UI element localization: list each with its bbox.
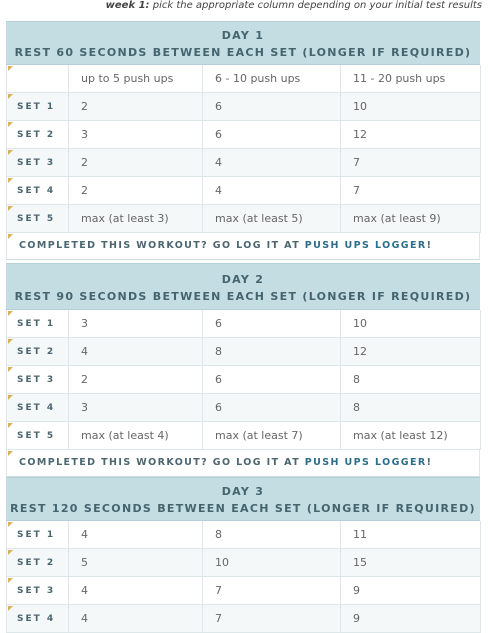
day-header	[6, 477, 480, 521]
set-row	[7, 605, 481, 633]
corner-cell	[7, 65, 69, 93]
corner-mark-icon	[8, 94, 13, 99]
set-label: SET 5	[17, 213, 56, 224]
set-label: SET 3	[17, 374, 56, 385]
column-header: up to 5 push ups	[69, 65, 203, 93]
rep-count-cell: 4	[69, 521, 203, 549]
push-ups-logger-link[interactable]: PUSH UPS LOGGER	[304, 240, 427, 251]
rep-count-cell: 6	[203, 121, 341, 149]
sets-table	[6, 521, 481, 633]
set-label-cell	[7, 310, 69, 338]
rep-count-cell: 6	[203, 93, 341, 121]
day-header	[6, 263, 480, 310]
set-label-cell	[7, 93, 69, 121]
rep-count-cell: 8	[341, 366, 481, 394]
set-label: SET 4	[17, 185, 56, 196]
rep-count-cell: 8	[203, 338, 341, 366]
set-label-cell	[7, 422, 69, 450]
week-label: week 1:	[105, 0, 150, 11]
rep-count-cell: 4	[69, 577, 203, 605]
week-instructions: pick the appropriate column depending on your initial test results	[149, 0, 482, 11]
set-label: SET 4	[17, 613, 56, 624]
set-label-cell	[7, 521, 69, 549]
set-row	[7, 577, 481, 605]
set-label-cell	[7, 338, 69, 366]
set-row	[7, 549, 481, 577]
rep-count-cell: 11	[341, 521, 481, 549]
rep-count-cell: 6	[203, 310, 341, 338]
rep-count-cell: 3	[69, 310, 203, 338]
rep-count-cell: 8	[341, 394, 481, 422]
corner-mark-icon	[8, 550, 13, 555]
set-label-cell	[7, 205, 69, 233]
rep-count-cell: 4	[203, 177, 341, 205]
rep-count-cell: 10	[341, 310, 481, 338]
rest-instruction: REST 90 SECONDS BETWEEN EACH SET (LONGER IF REQUIRED)	[14, 290, 472, 303]
rest-instruction: REST 120 SECONDS BETWEEN EACH SET (LONGER IF REQUIRED)	[10, 502, 476, 515]
log-prompt-suffix: !	[426, 240, 433, 251]
corner-mark-icon	[8, 178, 13, 183]
set-row	[7, 338, 481, 366]
rep-count-cell: 4	[69, 605, 203, 633]
rep-count-cell: 3	[69, 394, 203, 422]
day-2-section	[6, 263, 480, 477]
set-row	[7, 205, 481, 233]
corner-mark-icon	[8, 451, 13, 456]
column-header-row	[7, 65, 481, 93]
rep-count-cell: 7	[203, 577, 341, 605]
day-title: DAY 2	[221, 273, 265, 286]
rep-count-cell: max (at least 12)	[341, 422, 481, 450]
rep-count-cell: 2	[69, 93, 203, 121]
log-workout-prompt	[6, 233, 480, 260]
set-row	[7, 93, 481, 121]
rep-count-cell: 15	[341, 549, 481, 577]
rep-count-cell: 7	[203, 605, 341, 633]
set-label-cell	[7, 605, 69, 633]
corner-mark-icon	[8, 122, 13, 127]
column-header: 6 - 10 push ups	[203, 65, 341, 93]
day-1-section	[6, 21, 480, 260]
corner-mark-icon	[8, 206, 13, 211]
set-label: SET 2	[17, 129, 56, 140]
corner-mark-icon	[8, 339, 13, 344]
corner-mark-icon	[8, 522, 13, 527]
rep-count-cell: 2	[69, 366, 203, 394]
log-prompt-text: COMPLETED THIS WORKOUT? GO LOG IT AT	[19, 457, 305, 468]
rep-count-cell: 9	[341, 605, 481, 633]
rep-count-cell: 2	[69, 149, 203, 177]
column-header: 11 - 20 push ups	[341, 65, 481, 93]
sets-table	[6, 310, 481, 450]
rep-count-cell: max (at least 4)	[69, 422, 203, 450]
set-label: SET 1	[17, 318, 56, 329]
set-label: SET 3	[17, 157, 56, 168]
rep-count-cell: 10	[203, 549, 341, 577]
rep-count-cell: 12	[341, 338, 481, 366]
corner-mark-icon	[8, 150, 13, 155]
corner-mark-icon	[8, 606, 13, 611]
day-3-section	[6, 477, 480, 633]
rep-count-cell: max (at least 3)	[69, 205, 203, 233]
set-label: SET 1	[17, 101, 56, 112]
set-row	[7, 149, 481, 177]
rep-count-cell: 7	[341, 177, 481, 205]
rep-count-cell: 8	[203, 521, 341, 549]
set-label: SET 4	[17, 402, 56, 413]
set-label: SET 1	[17, 529, 56, 540]
rep-count-cell: 5	[69, 549, 203, 577]
set-row	[7, 422, 481, 450]
set-label: SET 2	[17, 557, 56, 568]
day-title: DAY 3	[221, 485, 265, 498]
set-label-cell	[7, 121, 69, 149]
rep-count-cell: 6	[203, 394, 341, 422]
day-header	[6, 21, 480, 65]
week-intro	[106, 0, 482, 12]
corner-mark-icon	[8, 395, 13, 400]
rep-count-cell: 6	[203, 366, 341, 394]
set-label-cell	[7, 177, 69, 205]
log-workout-prompt	[6, 450, 480, 477]
day-title: DAY 1	[221, 29, 265, 42]
log-prompt-suffix: !	[426, 457, 433, 468]
set-label: SET 2	[17, 346, 56, 357]
set-row	[7, 521, 481, 549]
corner-mark-icon	[8, 66, 13, 71]
corner-mark-icon	[8, 578, 13, 583]
corner-mark-icon	[8, 311, 13, 316]
rep-count-cell: max (at least 7)	[203, 422, 341, 450]
set-row	[7, 121, 481, 149]
rep-count-cell: max (at least 9)	[341, 205, 481, 233]
rep-count-cell: 10	[341, 93, 481, 121]
sets-table	[6, 65, 481, 233]
set-label: SET 5	[17, 430, 56, 441]
corner-mark-icon	[8, 423, 13, 428]
set-row	[7, 366, 481, 394]
set-label-cell	[7, 366, 69, 394]
corner-mark-icon	[8, 234, 13, 239]
set-row	[7, 310, 481, 338]
rep-count-cell: 9	[341, 577, 481, 605]
set-label-cell	[7, 549, 69, 577]
set-row	[7, 394, 481, 422]
rep-count-cell: max (at least 5)	[203, 205, 341, 233]
rep-count-cell: 12	[341, 121, 481, 149]
set-label: SET 3	[17, 585, 56, 596]
corner-mark-icon	[8, 367, 13, 372]
log-prompt-text: COMPLETED THIS WORKOUT? GO LOG IT AT	[19, 240, 305, 251]
rep-count-cell: 2	[69, 177, 203, 205]
rest-instruction: REST 60 SECONDS BETWEEN EACH SET (LONGER IF REQUIRED)	[14, 46, 472, 59]
rep-count-cell: 4	[203, 149, 341, 177]
set-row	[7, 177, 481, 205]
push-ups-logger-link[interactable]: PUSH UPS LOGGER	[304, 457, 427, 468]
set-label-cell	[7, 149, 69, 177]
rep-count-cell: 3	[69, 121, 203, 149]
rep-count-cell: 4	[69, 338, 203, 366]
rep-count-cell: 7	[341, 149, 481, 177]
set-label-cell	[7, 394, 69, 422]
set-label-cell	[7, 577, 69, 605]
